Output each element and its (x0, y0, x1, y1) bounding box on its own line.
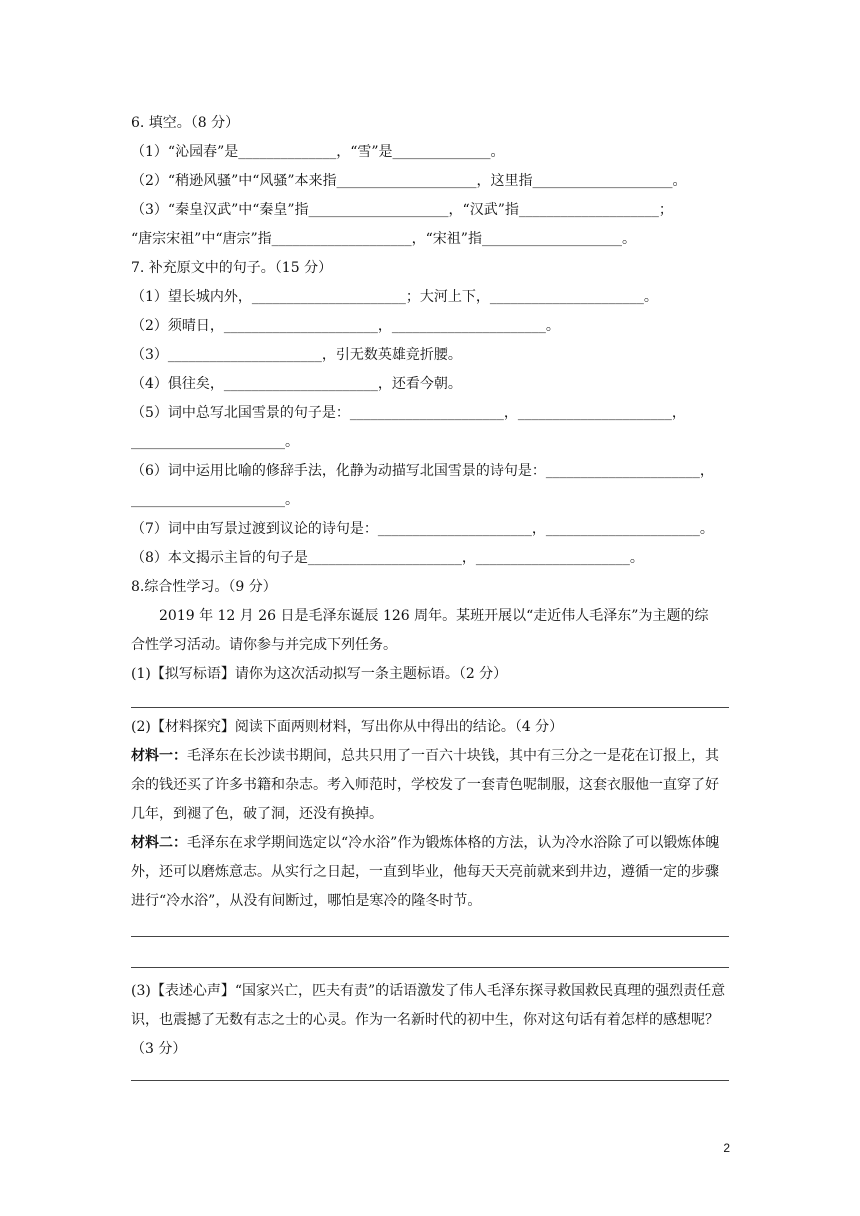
question-8-title: 8.综合性学习。（9 分） (131, 579, 277, 595)
question-7-item-5: （5）词中总写北国雪景的句子是：______________________，______________________， (131, 405, 686, 421)
material-2 (131, 829, 731, 916)
question-8-sub-2 (131, 713, 731, 916)
material-2-text: 毛泽东在求学期间选定以“冷水浴”作为锻炼体格的方法，认为冷水浴除了可以锻炼体魄外，还可以磨炼意志。从实行之日起，一直到毕业，他每天天亮前就来到井边，遵循一定的步骤进行“冷水浴”，从没有间断过，哪怕是寒冷的隆冬时节。 (131, 835, 720, 909)
answer-line-1[interactable] (131, 707, 729, 708)
question-7-item-6: （6）词中运用比喻的修辞手法，化静为动描写北国雪景的诗句是：______________________， (131, 463, 714, 479)
question-6-item-2: （2）“稍逊风骚”中“风骚”本来指____________________，这里指____________________。 (131, 173, 687, 189)
question-8-sub-3 (131, 977, 731, 1064)
question-8 (131, 573, 731, 689)
question-7-item-7: （7）词中由写景过渡到议论的诗句是：______________________，______________________。 (131, 521, 714, 537)
question-8-intro-cont: 合性学习活动。请你参与并完成下列任务。 (131, 637, 397, 653)
question-6 (131, 109, 731, 254)
question-6-item-3-cont: “唐宗宋祖”中“唐宗”指____________________，“宋祖”指____________________。 (131, 231, 636, 247)
page-number: 2 (723, 1141, 730, 1155)
question-7-item-8: （8）本文揭示主旨的句子是______________________，______________________。 (131, 550, 644, 566)
question-6-item-1: （1）“沁园春”是______________，“雪”是______________。 (131, 144, 505, 160)
question-8-sub-3-text: (3)【表述心声】“国家兴亡，匹夫有责”的话语激发了伟人毛泽东探寻救国救民真理的强烈责任意识，也震撼了无数有志之士的心灵。作为一名新时代的初中生，你对这句话有着怎样的感想呢？（3 分） (131, 983, 726, 1057)
answer-line-3[interactable] (131, 967, 729, 968)
question-7-item-3: （3）______________________，引无数英雄竞折腰。 (131, 347, 462, 363)
question-7 (131, 254, 731, 573)
question-7-item-6-cont: ______________________。 (131, 492, 299, 508)
question-8-sub-2-title: (2)【材料探究】阅读下面两则材料，写出你从中得出的结论。（4 分） (131, 719, 564, 735)
question-7-title: 7. 补充原文中的句子。（15 分） (131, 260, 333, 276)
question-7-item-1: （1）望长城内外，______________________；大河上下，______________________。 (131, 289, 658, 305)
question-6-title: 6. 填空。（8 分） (131, 115, 240, 131)
material-2-label: 材料二： (131, 835, 187, 851)
question-6-item-3: （3）“秦皇汉武”中“秦皇”指____________________，“汉武”指____________________； (131, 202, 673, 218)
question-8-intro: 2019 年 12 月 26 日是毛泽东诞辰 126 周年。某班开展以“走近伟人毛泽东”为主题的综 (159, 608, 709, 624)
material-1-label: 材料一： (131, 748, 187, 764)
answer-line-2[interactable] (131, 936, 729, 937)
question-7-item-5-cont: ______________________。 (131, 434, 299, 450)
question-7-item-4: （4）俱往矣，______________________，还看今朝。 (131, 376, 462, 392)
material-1 (131, 742, 731, 829)
material-1-text: 毛泽东在长沙读书期间，总共只用了一百六十块钱，其中有三分之一是花在订报上，其余的钱还买了许多书籍和杂志。考入师范时，学校发了一套青色呢制服，这套衣服他一直穿了好几年，到褪了色，破了洞，还没有换掉。 (131, 748, 719, 822)
question-7-item-2: （2）须晴日，______________________，______________________。 (131, 318, 560, 334)
answer-line-4[interactable] (131, 1080, 729, 1081)
question-8-sub-1: (1)【拟写标语】请你为这次活动拟写一条主题标语。（2 分） (131, 666, 508, 682)
